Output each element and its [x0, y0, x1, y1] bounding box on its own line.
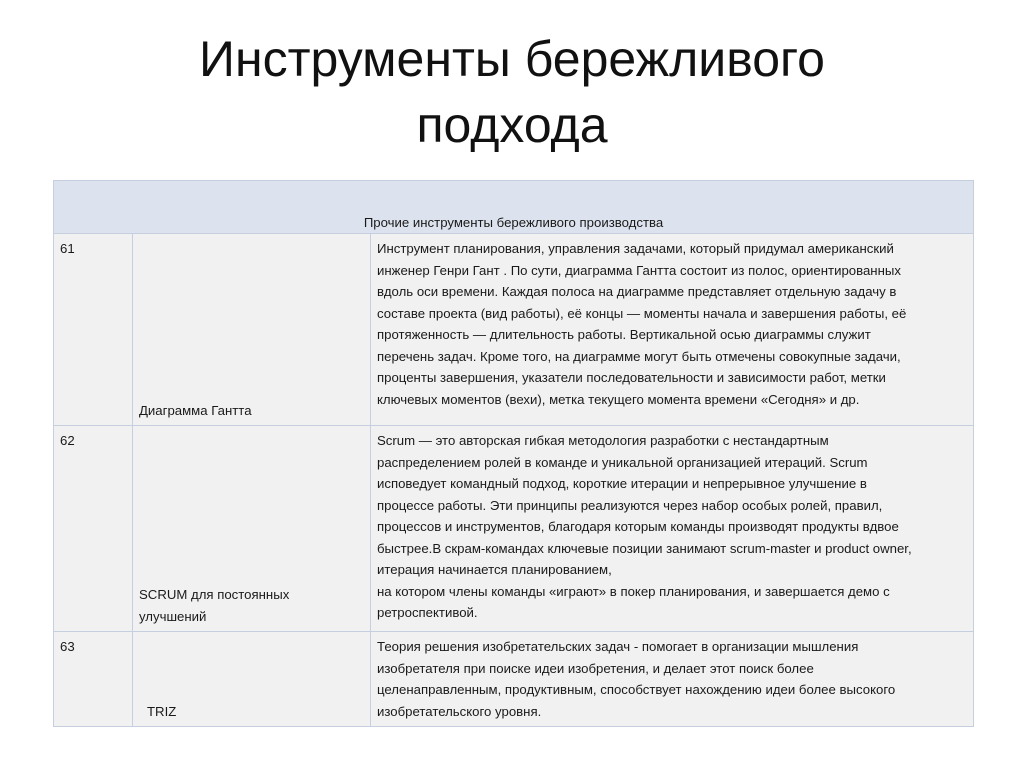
description-line: Scrum — это авторская гибкая методология разработки с нестандартным: [377, 433, 829, 448]
tool-name: TRIZ: [133, 632, 371, 727]
tool-name: [133, 426, 371, 632]
lean-tools-table: [53, 180, 974, 727]
description-line: составе проекта (вид работы), её концы — моменты начала и завершения работы, её: [377, 305, 907, 321]
description-line: изобретательского уровня.: [377, 703, 542, 719]
tool-description: [371, 426, 974, 632]
description-line: исповедует командный подход, короткие итерации и непрерывное улучшение в: [377, 476, 867, 491]
table-header-row: [54, 181, 974, 234]
description-line: вдоль оси времени. Каждая полоса на диаграмме представляет отдельную задачу в: [377, 284, 897, 299]
row-number: 63: [54, 632, 133, 727]
description-line: Инструмент планирования, управления задачами, который придумал американский: [377, 241, 894, 256]
description-line: Теория решения изобретательских задач - помогает в организации мышления: [377, 639, 859, 654]
table-row: [54, 234, 974, 426]
description-line: итерация начинается планированием,: [377, 562, 612, 577]
row-number: 62: [54, 426, 133, 632]
tool-description: [371, 632, 974, 727]
table-row: [54, 632, 974, 727]
description-line: перечень задач. Кроме того, на диаграмме могут быть отмечены совокупные задачи,: [377, 348, 901, 364]
description-line: процессов и инструментов, благодаря которым команды производят продукты вдвое: [377, 519, 899, 534]
description-line: распределением ролей в команде и уникальной организацией итераций. Scrum: [377, 454, 868, 470]
description-line: протяженность — длительность работы. Вертикальной осью диаграммы служит: [377, 327, 871, 342]
description-line: изобретателя при поиске идеи изобретения, и делает этот поиск более: [377, 660, 814, 676]
description-line: инженер Генри Гант . По сути, диаграмма Гантта состоит из полос, ориентированных: [377, 262, 901, 278]
slide-title-line-1: Инструменты бережливого: [199, 31, 825, 87]
slide-title: [60, 26, 964, 158]
tool-name: Диаграмма Гантта: [133, 234, 371, 426]
description-line: процессе работы. Эти принципы реализуются через набор особых ролей, правил,: [377, 497, 883, 513]
tool-description: [371, 234, 974, 426]
tool-name-line: SCRUM для постоянных: [139, 587, 290, 602]
description-line: ключевых моментов (вехи), метка текущего момента времени «Сегодня» и др.: [377, 391, 860, 407]
description-line: на котором члены команды «играют» в покер планирования, и завершается демо с: [377, 583, 890, 599]
description-line: ретроспективой.: [377, 605, 478, 620]
description-line: целенаправленным, продуктивным, способствует нахождению идеи более высокого: [377, 682, 896, 697]
table-row: [54, 426, 974, 632]
slide-title-line-2: подхода: [416, 97, 608, 153]
description-line: быстрее.В скрам-командах ключевые позиции занимают scrum-master и product owner,: [377, 540, 912, 556]
description-line: проценты завершения, указатели последовательности и зависимости работ, метки: [377, 370, 886, 385]
table-header-cell: Прочие инструменты бережливого производства: [54, 181, 974, 234]
row-number: 61: [54, 234, 133, 426]
tool-name-line: улучшений: [139, 608, 207, 624]
